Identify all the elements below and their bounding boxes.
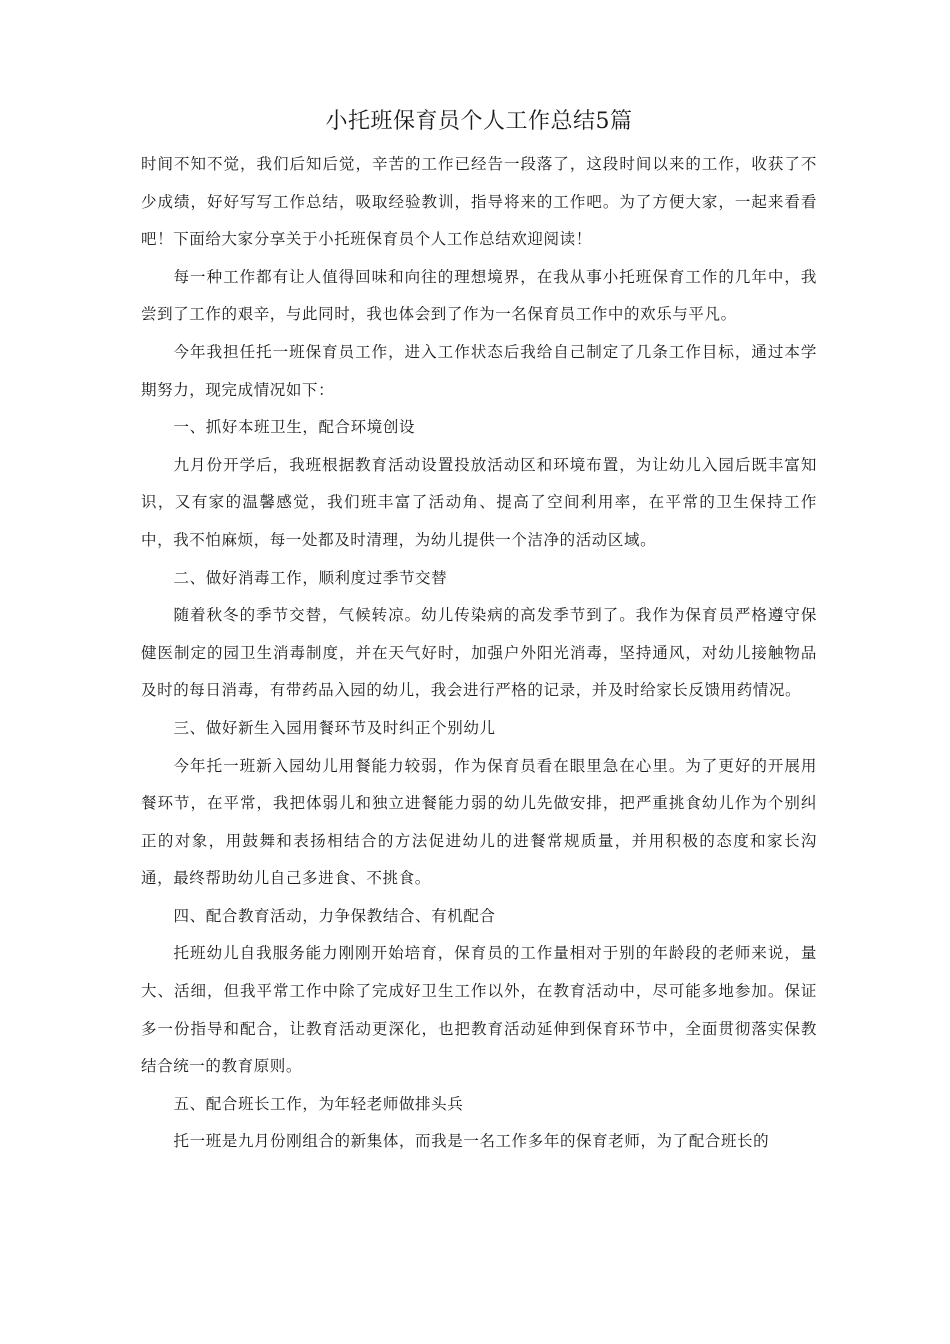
section-body-hygiene: 九月份开学后，我班根据教育活动设置投放活动区和环境布置，为让幼儿入园后既丰富知识，又有家的温馨感觉，我们班丰富了活动角、提高了空间利用率，在平常的卫生保持工作中，我不怕麻烦，每一处都及时清理，为幼儿提供一个洁净的活动区域。 [141, 455, 817, 549]
section-heading-education: 四、配合教育活动，力争保教结合、有机配合 [173, 906, 496, 925]
intro-paragraph: 时间不知不觉，我们后知后觉，辛苦的工作已经告一段落了，这段时间以来的工作，收获了不少成绩，好好写写工作总结，吸取经验教训，指导将来的工作吧。为了方便大家，一起来看看吧！下面给大家分享关于小托班保育员个人工作总结欢迎阅读！ [141, 155, 817, 249]
document-page [141, 104, 817, 1161]
section-body-education: 托班幼儿自我服务能力刚刚开始培育，保育员的工作量相对于别的年龄段的老师来说，量大、活细，但我平常工作中除了完成好卫生工作以外，在教育活动中，尽可能多地参加。保证多一份指导和配合，让教育活动更深化，也把教育活动延伸到保育环节中，全面贯彻落实保教结合统一的教育原则。 [141, 944, 817, 1076]
section-body-meals: 今年托一班新入园幼儿用餐能力较弱，作为保育员看在眼里急在心里。为了更好的开展用餐环节，在平常，我把体弱儿和独立进餐能力弱的幼儿先做安排，把严重挑食幼儿作为个别纠正的对象，用鼓舞和表扬相结合的方法促进幼儿的进餐常规质量，并用积极的态度和家长沟通，最终帮助幼儿自己多进食、不挑食。 [141, 756, 817, 888]
section-heading-meals: 三、做好新生入园用餐环节及时纠正个别幼儿 [173, 718, 496, 737]
section-heading-monitor: 五、配合班长工作，为年轻老师做排头兵 [173, 1094, 464, 1113]
section-heading-hygiene: 一、抓好本班卫生，配合环境创设 [173, 418, 416, 437]
document-title: 小托班保育员个人工作总结5篇 [325, 109, 633, 134]
paragraph-ideal: 每一种工作都有让人值得回味和向往的理想境界，在我从事小托班保育工作的几年中，我尝到了工作的艰辛，与此同时，我也体会到了作为一名保育员工作中的欢乐与平凡。 [141, 267, 817, 324]
section-body-disinfection: 随着秋冬的季节交替，气候转凉。幼儿传染病的高发季节到了。我作为保育员严格遵守保健医制定的园卫生消毒制度，并在天气好时，加强户外阳光消毒，坚持通风，对幼儿接触物品及时的每日消毒，有带药品入园的幼儿，我会进行严格的记录，并及时给家长反馈用药情况。 [141, 606, 817, 700]
paragraph-goals: 今年我担任托一班保育员工作，进入工作状态后我给自己制定了几条工作目标，通过本学期努力，现完成情况如下： [141, 342, 817, 399]
section-body-monitor: 托一班是九月份刚组合的新集体，而我是一名工作多年的保育老师，为了配合班长的 [173, 1132, 770, 1151]
section-heading-disinfection: 二、做好消毒工作，顺利度过季节交替 [173, 568, 448, 587]
